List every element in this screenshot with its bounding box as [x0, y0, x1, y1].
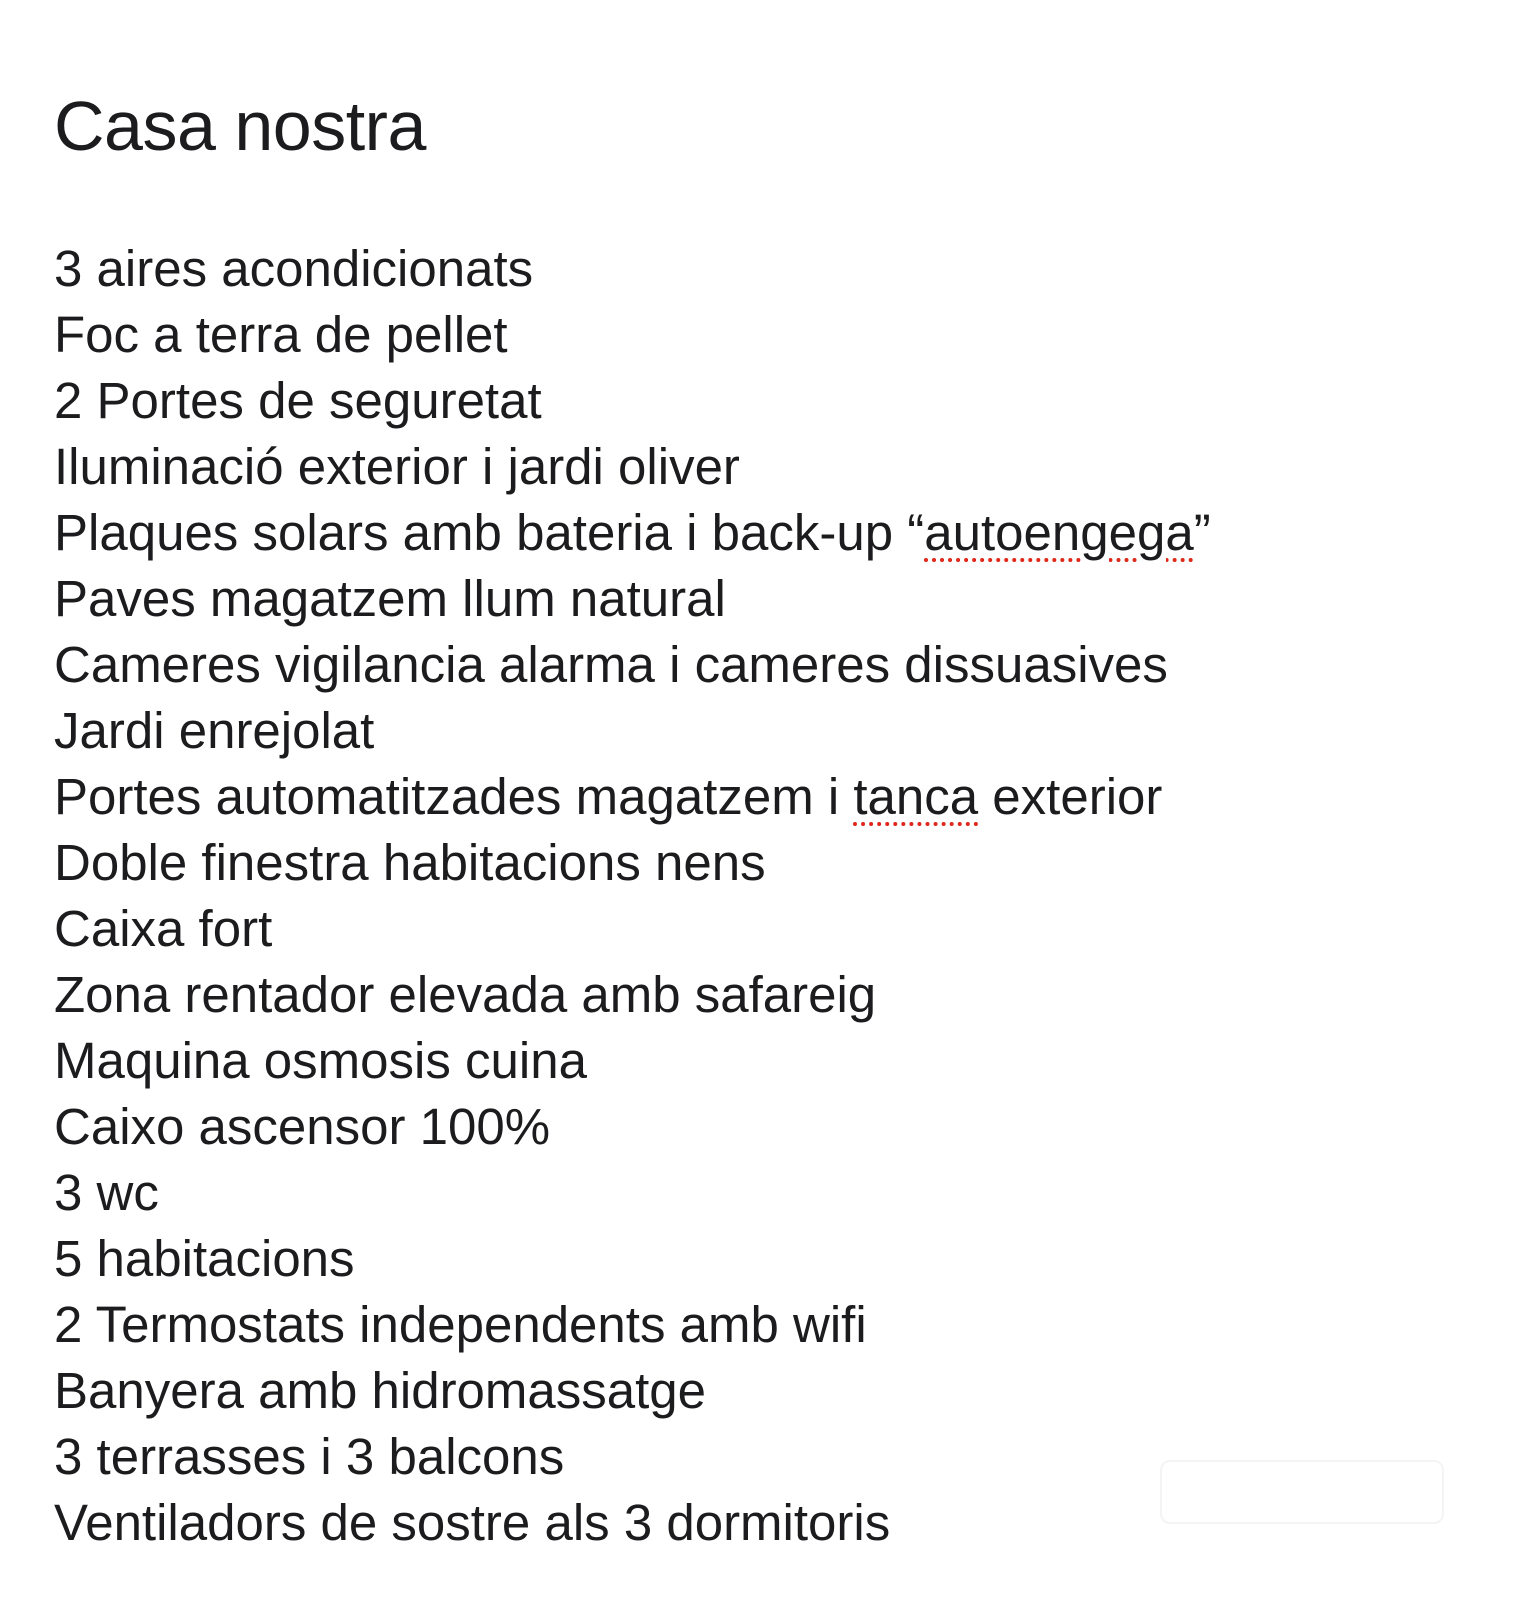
note-line: Maquina osmosis cuina: [54, 1032, 587, 1089]
note-line-text: exterior: [978, 768, 1163, 825]
misspelled-word[interactable]: autoengega: [924, 504, 1194, 561]
note-line: Caixa fort: [54, 900, 273, 957]
note-line: 3 aires acondicionats: [54, 240, 534, 297]
note-line: 3 terrasses i 3 balcons: [54, 1428, 565, 1485]
note-line: Banyera amb hidromassatge: [54, 1362, 707, 1419]
note-line: 5 habitacions: [54, 1230, 355, 1287]
note-line: 3 wc: [54, 1164, 159, 1221]
note-line: 2 Portes de seguretat: [54, 372, 542, 429]
note-line: Doble finestra habitacions nens: [54, 834, 766, 891]
note-line: Jardi enrejolat: [54, 702, 375, 759]
note-line: Caixo ascensor 100%: [54, 1098, 551, 1155]
misspelled-word[interactable]: tanca: [853, 768, 979, 825]
note-line-text: ”: [1193, 504, 1211, 561]
note-line: Ventiladors de sostre als 3 dormitoris: [54, 1494, 891, 1551]
note-line: [54, 500, 1494, 566]
note-title[interactable]: Casa nostra: [54, 87, 426, 165]
note-line: Cameres vigilancia alarma i cameres dissuasives: [54, 636, 1168, 693]
note-line: Paves magatzem llum natural: [54, 570, 726, 627]
note-line: Foc a terra de pellet: [54, 306, 508, 363]
note-line: Iluminació exterior i jardi oliver: [54, 438, 740, 495]
note-line: Zona rentador elevada amb safareig: [54, 966, 877, 1023]
note-line-text: Plaques solars amb bateria i back-up “: [54, 504, 925, 561]
note-line: 2 Termostats independents amb wifi: [54, 1296, 867, 1353]
note-body[interactable]: [54, 236, 1494, 1556]
note-editor[interactable]: [54, 88, 1494, 1556]
note-line-text: Portes automatitzades magatzem i: [54, 768, 854, 825]
watermark: [1160, 1460, 1444, 1524]
note-line: [54, 764, 1494, 830]
